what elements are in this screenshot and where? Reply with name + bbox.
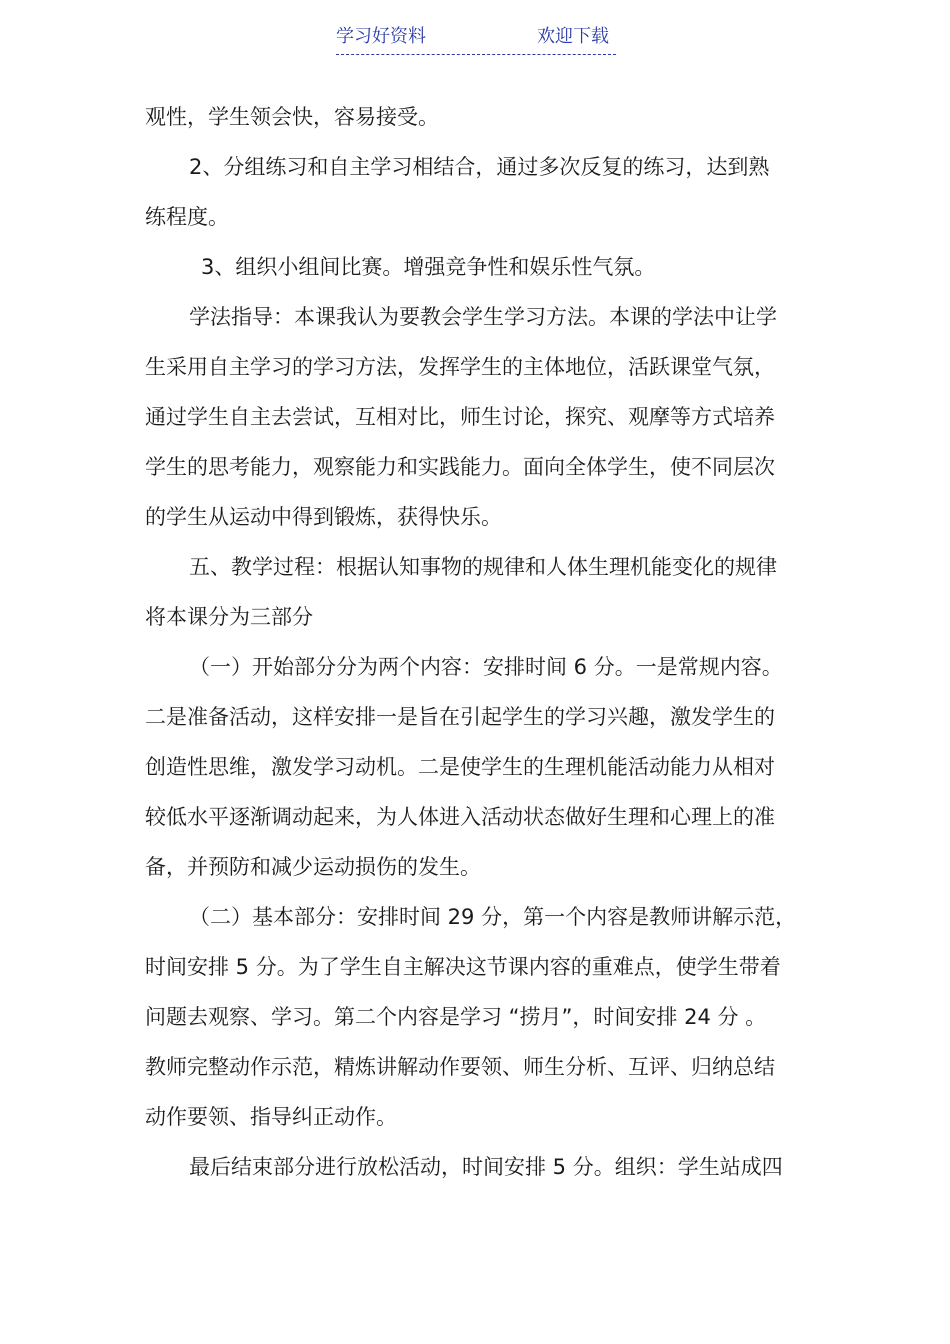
- text-line: 生采用自主学习的学习方法，发挥学生的主体地位，活跃课堂气氛，: [145, 355, 775, 379]
- text-line: 最后结束部分进行放松活动，时间安排 5 分。组织：学生站成四: [189, 1155, 783, 1179]
- text-line: 时间安排 5 分。为了学生自主解决这节课内容的重难点，使学生带着: [145, 955, 781, 979]
- text-line: （二）基本部分：安排时间 29 分，第一个内容是教师讲解示范，: [189, 905, 797, 929]
- text-line: 练程度。: [145, 205, 229, 229]
- text-line: 创造性思维，激发学习动机。二是使学生的生理机能活动能力从相对: [145, 755, 775, 779]
- text-line: 的学生从运动中得到锻炼，获得快乐。: [145, 505, 502, 529]
- page-header: [336, 24, 616, 55]
- text-line: （一）开始部分分为两个内容：安排时间 6 分。一是常规内容。: [189, 655, 783, 679]
- text-line: 2、分组练习和自主学习相结合，通过多次反复的练习，达到熟: [189, 155, 770, 179]
- document-body: [145, 92, 825, 1192]
- text-line: 问题去观察、学习。第二个内容是学习 “捞月”，时间安排 24 分 。: [145, 1005, 767, 1029]
- header-right-text: 欢迎下载: [537, 26, 609, 47]
- text-line: 将本课分为三部分: [145, 605, 313, 629]
- text-line: 学生的思考能力，观察能力和实践能力。面向全体学生，使不同层次: [145, 455, 775, 479]
- text-line: 二是准备活动，这样安排一是旨在引起学生的学习兴趣，激发学生的: [145, 705, 775, 729]
- text-line: 五、教学过程：根据认知事物的规律和人体生理机能变化的规律: [189, 555, 777, 579]
- text-line: 观性，学生领会快，容易接受。: [145, 105, 439, 129]
- text-line: 动作要领、指导纠正动作。: [145, 1105, 397, 1129]
- text-line: 3、组织小组间比赛。增强竞争性和娱乐性气氛。: [201, 255, 656, 279]
- header-left-text: 学习好资料: [336, 26, 426, 47]
- text-line: 通过学生自主去尝试，互相对比，师生讨论，探究、观摩等方式培养: [145, 405, 775, 429]
- text-line: 较低水平逐渐调动起来，为人体进入活动状态做好生理和心理上的准: [145, 805, 775, 829]
- text-line: 学法指导：本课我认为要教会学生学习方法。本课的学法中让学: [189, 305, 777, 329]
- text-line: 备，并预防和减少运动损伤的发生。: [145, 855, 481, 879]
- text-line: 教师完整动作示范，精炼讲解动作要领、师生分析、互评、归纳总结: [145, 1055, 775, 1079]
